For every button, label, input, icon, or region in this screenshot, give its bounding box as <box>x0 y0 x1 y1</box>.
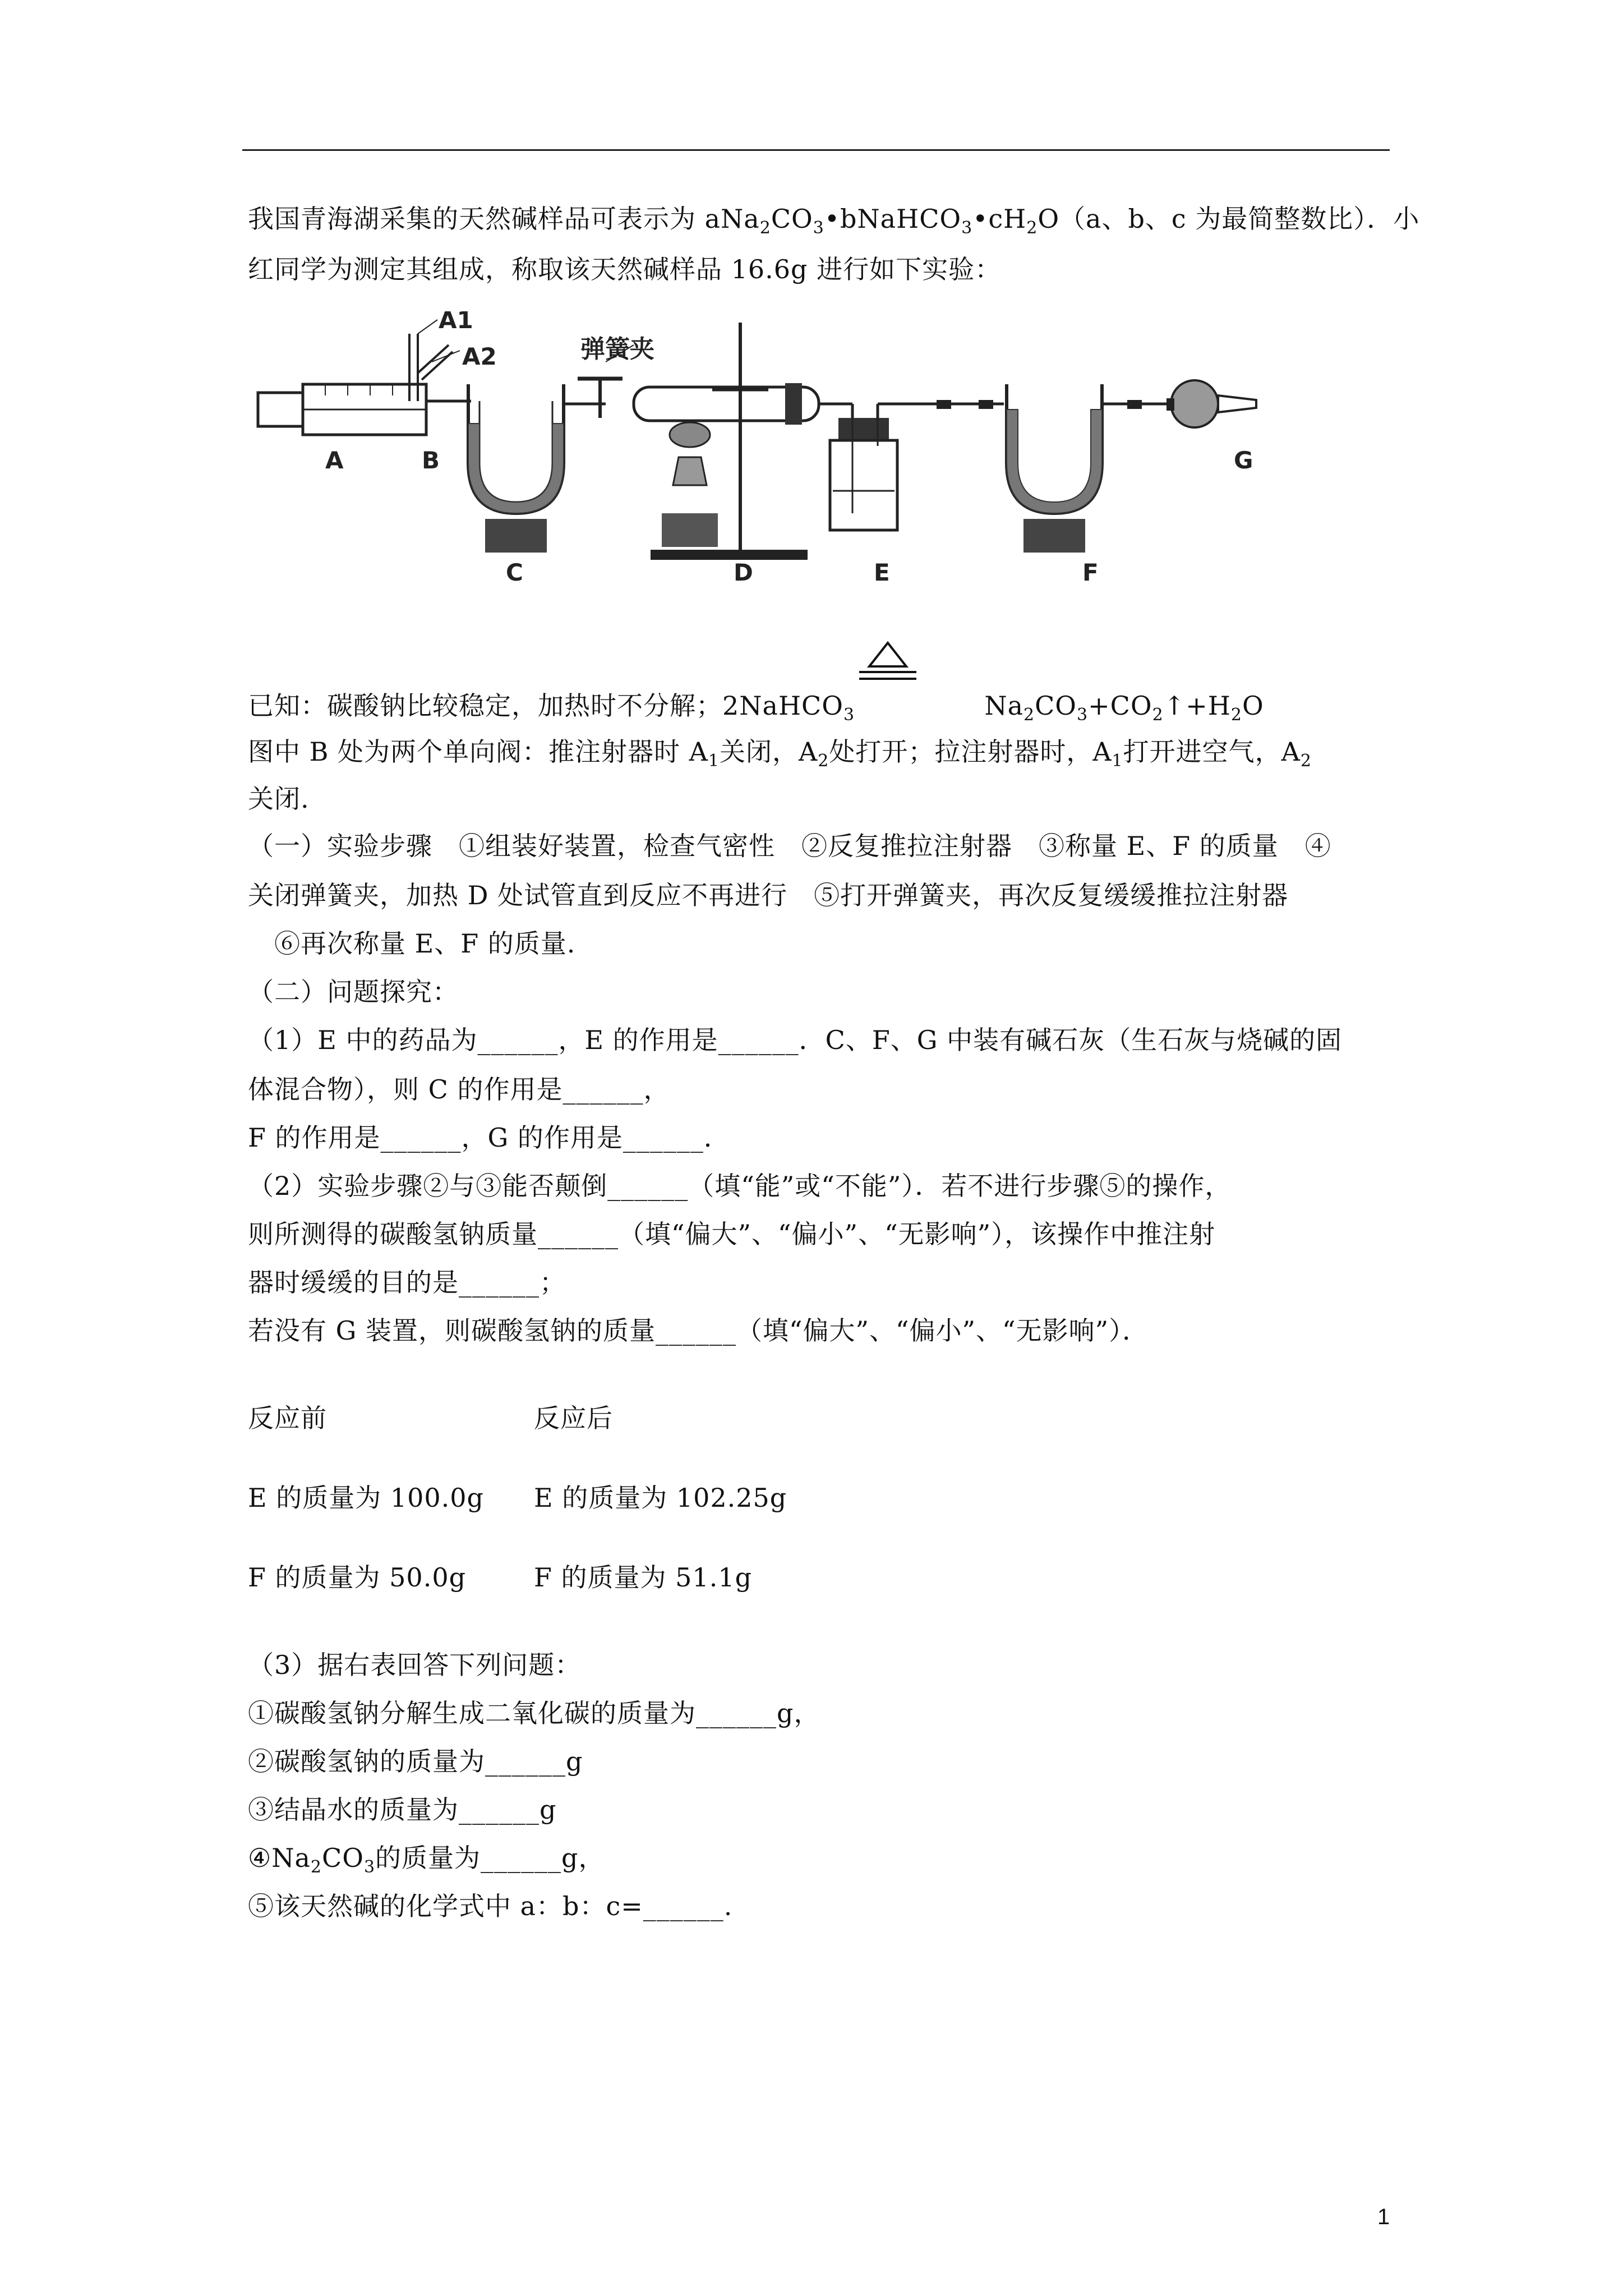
label-a: A <box>325 447 344 474</box>
table-header-after: 反应后 <box>534 1403 613 1433</box>
table-header-before: 反应前 <box>248 1403 327 1433</box>
wash-bottle-e <box>830 400 1004 530</box>
table-cell-e-after: E 的质量为 102.25g <box>534 1483 787 1513</box>
question-3-item-2: ②碳酸氢钠的质量为______g <box>248 1746 583 1777</box>
question-3-item-5: ⑤该天然碱的化学式中 a：b：c=______. <box>248 1891 733 1921</box>
question-1-line-3: F 的作用是______，G 的作用是______． <box>248 1122 730 1153</box>
question-2-line-2: 则所测得的碳酸氢钠质量______（填“偏大”、“偏小”、“无影响”），该操作中推注射 <box>248 1219 1216 1249</box>
question-3-item-1: ①碳酸氢钠分解生成二氧化碳的质量为______g， <box>248 1698 820 1728</box>
u-tube-c <box>468 384 606 553</box>
heating-tube-d <box>634 323 852 560</box>
table-cell-f-after: F 的质量为 51.1g <box>534 1562 753 1593</box>
question-1-line-1: （1）E 中的药品为______，E 的作用是______．C、F、G 中装有碱石灰（生石灰与烧碱的固 <box>248 1025 1343 1055</box>
label-g: G <box>1234 447 1253 474</box>
steps-line-1: （一）实验步骤 ①组装好装置，检查气密性 ②反复推拉注射器 ③称量 E、F 的质量 ④ <box>248 831 1331 861</box>
heating-triangle-icon <box>857 639 919 682</box>
label-spring-clamp: 弹簧夹 <box>580 335 654 364</box>
intro-line-2: 红同学为测定其组成，称取该天然碱样品 16.6g 进行如下实验： <box>248 254 1002 284</box>
table-cell-f-before: F 的质量为 50.0g <box>248 1562 467 1593</box>
question-1-line-2: 体混合物），则 C 的作用是______， <box>248 1074 670 1105</box>
question-3-heading: （3）据右表回答下列问题： <box>248 1650 582 1680</box>
steps-line-2: 关闭弹簧夹，加热 D 处试管直到反应不再进行 ⑤打开弹簧夹，再次反复缓缓推拉注射器 <box>248 880 1289 910</box>
valve-line-2: 关闭. <box>248 784 310 814</box>
label-c: C <box>506 559 523 586</box>
table-cell-e-before: E 的质量为 100.0g <box>248 1483 484 1513</box>
apparatus-diagram <box>247 311 1279 597</box>
label-f: F <box>1082 559 1099 586</box>
label-a2: A2 <box>462 343 497 370</box>
label-a1: A1 <box>439 311 473 334</box>
u-tube-f <box>1007 384 1166 553</box>
steps-line-3: ⑥再次称量 E、F 的质量. <box>248 928 576 959</box>
question-2-line-3: 器时缓缓的目的是______； <box>248 1267 566 1297</box>
label-b: B <box>422 447 440 474</box>
question-2-line-1: （2）实验步骤②与③能否颠倒______（填“能”或“不能”）．若不进行步骤⑤的操作， <box>248 1171 1232 1201</box>
header-rule <box>242 149 1390 151</box>
syringe-a <box>258 384 443 435</box>
label-e: E <box>874 559 890 586</box>
intro-line-1: 我国青海湖采集的天然碱样品可表示为 $aNa_2CO_3•bNaHCO_3•cH_2O(a$、b、c 为最简整数比）．小 <box>248 204 1420 238</box>
page-number: 1 <box>1377 2205 1390 2229</box>
valve-line-1: 图中 B 处为两个单向阀：推注射器时 $A_1$关闭，$A_2$处打开；拉注射器时，$A_1$打开进空气，$A_2$ <box>248 737 1312 771</box>
section-heading-2: （二）问题探究： <box>248 977 459 1007</box>
question-3-item-3: ③结晶水的质量为______g <box>248 1795 557 1825</box>
label-d: D <box>734 559 753 586</box>
question-3-item-4: $④Na_2CO_3$的质量为______g， <box>248 1843 605 1877</box>
question-2-line-4: 若没有 G 装置，则碳酸氢钠的质量______（填“偏大”、“偏小”、“无影响”）． <box>248 1315 1149 1346</box>
drying-tube-g <box>1166 380 1256 427</box>
known-line: 已知：碳酸钠比较稳定，加热时不分解；2NaHCO$_3$ $Na_2CO_3+CO_2↑+H_2O$ <box>248 691 1264 725</box>
